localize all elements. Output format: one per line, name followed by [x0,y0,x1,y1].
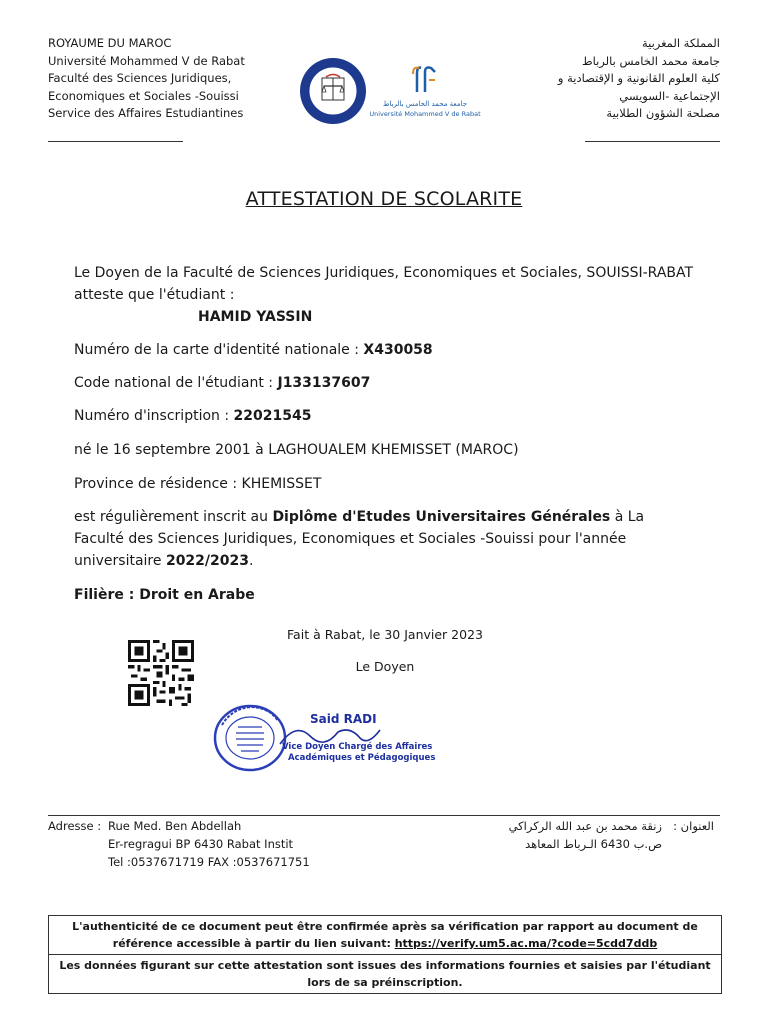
address-rule [48,815,720,816]
academic-year: 2022/2023 [165,553,249,569]
inscription-label: Numéro d'inscription : [74,408,234,424]
signer-name: Said RADI [310,712,377,726]
enrollment-prefix: est régulièrement inscrit au [74,509,273,525]
cin-line [74,339,694,361]
header-left-line: Service des Affaires Estudiantines [48,106,244,121]
enrollment-suffix: . [249,553,254,569]
address-line: Tel :0537671719 FAX :0537671751 [108,855,310,869]
arabic-address-line: ص.ب 6430 الـرباط المعاهد [525,837,662,851]
signer-role: Le Doyen [355,659,415,674]
data-disclaimer: Les données figurant sur cette attestation sont issues des informations fournies et saisies par l'étudiant lors de sa préinscription. [49,954,721,993]
address-label: Adresse : [48,819,102,833]
header-right-line: جامعة محمد الخامس بالرباط [581,53,720,68]
student-code-value: J133137607 [277,375,371,391]
intro-paragraph: Le Doyen de la Faculté de Sciences Juridiques, Economiques et Sociales, SOUISSI-RABAT atteste que l'étudiant : [74,265,694,303]
cin-value: X430058 [363,342,433,358]
header-left-line: Université Mohammed V de Rabat [48,53,245,68]
verification-text: L'authenticité de ce document peut être confirmée après sa vérification par rapport au document de référence accessible à partir du lien suivant: [72,920,698,950]
inscription-value: 22021545 [233,408,312,424]
enrollment-middle: à La Faculté des Sciences Juridiques, Economiques et Sociales -Souissi pour l'année universitaire [74,509,645,569]
birth-line: né le 16 septembre 2001 à LAGHOUALEM KHEMISSET (MAROC) [74,442,519,458]
header-left-block [48,35,245,123]
header-left-line: Faculté des Sciences Juridiques, [48,71,232,86]
header-right-line: كلية العلوم القانونية و الإقتصادية و [557,71,720,86]
document-title: ATTESTATION DE SCOLARITE [245,188,523,210]
arabic-address-label: العنوان : [673,819,714,833]
university-logo [369,62,481,122]
verification-link[interactable]: https://verify.um5.ac.ma/?code=5cdd7ddb [394,937,658,950]
arabic-address-line: زنقة محمد بن عبد الله الركراكي [508,819,662,833]
header-left-line: ROYAUME DU MAROC [48,36,172,50]
verification-notice [49,916,721,954]
student-code-label: Code national de l'étudiant : [74,375,278,391]
student-name: HAMID YASSIN [198,309,313,325]
student-code-line [74,372,694,394]
diploma-name: Diplôme d'Etudes Universitaires Générales [272,509,611,525]
verification-footer [48,915,722,994]
inscription-line [74,405,694,427]
qr-code [127,640,195,706]
address-block [108,817,310,871]
header-right-block [558,35,720,123]
cin-label: Numéro de la carte d'identité nationale : [74,342,364,358]
address-line: Rue Med. Ben Abdellah [108,819,242,833]
header-right-line: الإجتماعية -السويسي [619,88,720,103]
signer-title-line: Académiques et Pédagogiques [288,753,436,763]
header-left-line: Economiques et Sociales -Souissi [48,88,239,103]
university-logo-caption: Université Mohammed V de Rabat [369,110,481,118]
arabic-address-block [509,817,662,853]
header-right-line: المملكة المغربية [641,36,720,50]
faculty-seal-logo [298,56,368,126]
university-logo-arabic: جامعة محمد الخامس بالرباط [382,100,468,108]
address-line: Er-regragui BP 6430 Rabat Instit [108,837,294,851]
enrollment-paragraph [74,506,694,572]
place-date: Fait à Rabat, le 30 Janvier 2023 [287,627,483,642]
header-left-rule [48,141,183,142]
filiere-line: Filière : Droit en Arabe [74,587,255,603]
province-line: Province de résidence : KHEMISSET [74,476,322,492]
signer-title-line: Vice Doyen Chargé des Affaires [282,742,433,752]
header-right-rule [585,141,720,142]
header-right-line: مصلحة الشؤون الطلابية [606,106,720,121]
signer-title [282,742,435,764]
